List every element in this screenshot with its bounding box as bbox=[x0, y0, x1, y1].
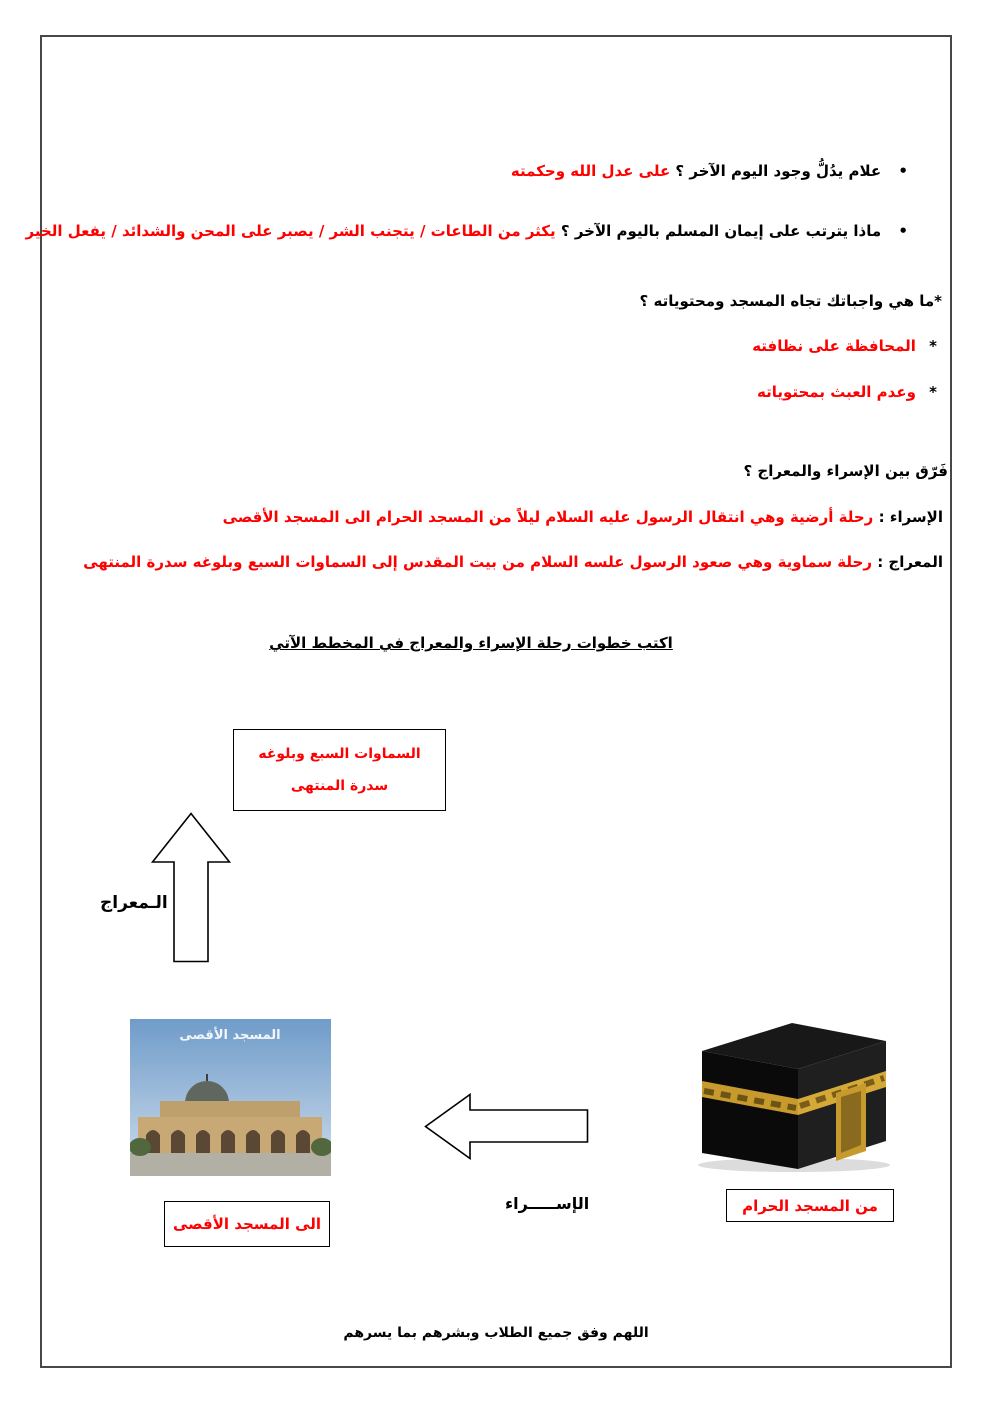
asterisk-icon: * bbox=[929, 337, 937, 355]
question-text: ماذا يترتب على إيمان المسلم باليوم الآخر ؟ bbox=[560, 222, 882, 240]
mosque-duty-answer-2 bbox=[757, 382, 937, 402]
mosque-duties-question bbox=[640, 291, 942, 311]
question-text: *ما هي واجباتك تجاه المسجد ومحتوياته ؟ bbox=[639, 292, 942, 310]
miraj-arrow-label: الـمعراج bbox=[100, 893, 168, 913]
answer-text: المحافظة على نظافته bbox=[752, 337, 916, 355]
isra-definition-text: رحلة أرضية وهي انتقال الرسول عليه السلام ليلاً من المسجد الحرام الى المسجد الأقصى bbox=[222, 508, 874, 526]
destination-line-1: السماوات السبع وبلوغه bbox=[258, 746, 421, 762]
kaaba-image bbox=[688, 1005, 899, 1175]
miraj-up-arrow bbox=[151, 812, 231, 963]
asterisk-icon: * bbox=[929, 383, 937, 401]
isra-left-arrow bbox=[424, 1093, 589, 1160]
destination-line-2: سدرة المنتهى bbox=[290, 778, 389, 794]
aqsa-caption-text: الى المسجد الأقصى bbox=[172, 1215, 322, 1233]
bullet-icon: • bbox=[898, 162, 908, 180]
isra-term-label: الإسراء : bbox=[878, 508, 943, 526]
miraj-definition-text: رحلة سماوية وهي صعود الرسول علسه السلام من بيت المقدس إلى السماوات السبع وبلوغه سدرة المنتهى bbox=[83, 553, 872, 571]
aqsa-mosque-image bbox=[130, 1019, 331, 1176]
mosque-duty-answer-1 bbox=[752, 336, 937, 356]
diagram-heading: اكتب خطوات رحلة الإسراء والمعراج في المخطط الآتي bbox=[269, 634, 673, 652]
answer-text: على عدل الله وحكمته bbox=[510, 162, 671, 180]
kaaba-caption-box bbox=[726, 1189, 894, 1222]
miraj-term-label: المعراج : bbox=[877, 553, 943, 571]
question-text: فَرّق بين الإسراء والمعراج ؟ bbox=[743, 462, 948, 480]
bullet-icon: • bbox=[898, 222, 908, 240]
bullet-item-last-day-proof bbox=[511, 161, 908, 181]
isra-definition bbox=[223, 507, 943, 527]
kaaba-caption-text: من المسجد الحرام bbox=[742, 1196, 878, 1215]
bullet-item-belief-effects bbox=[25, 221, 908, 241]
answer-text: وعدم العبث بمحتوياته bbox=[756, 383, 916, 401]
question-text: علام يدُلُّ وجود اليوم الآخر ؟ bbox=[675, 162, 882, 180]
isra-arrow-label: الإســـــراء bbox=[505, 1194, 590, 1213]
aqsa-caption-box bbox=[164, 1201, 330, 1247]
answer-text: يكثر من الطاعات / يتجنب الشر / يصبر على المحن والشدائد / يفعل الخير bbox=[25, 222, 556, 240]
sidra-destination-box bbox=[233, 729, 446, 811]
aqsa-image-caption: المسجد الأقصى bbox=[179, 1028, 281, 1043]
compare-question bbox=[743, 461, 948, 481]
miraj-definition bbox=[83, 552, 943, 572]
footer-dua: اللهم وفق جميع الطلاب وبشرهم بما يسرهم bbox=[343, 1325, 649, 1341]
